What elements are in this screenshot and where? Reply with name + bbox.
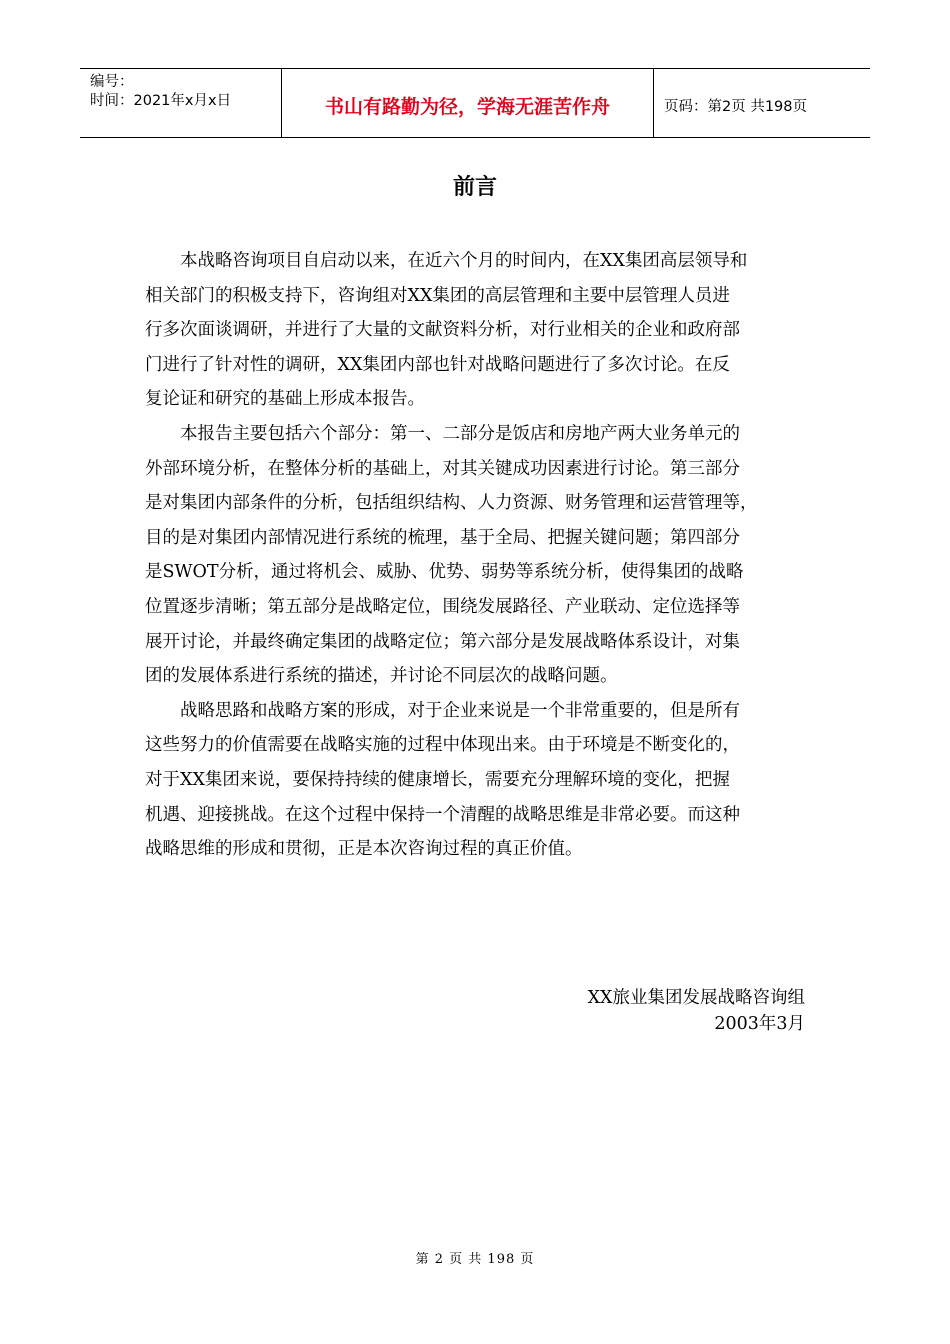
header-meta [80, 69, 282, 137]
text-line: 这些努力的价值需要在战略实施的过程中体现出来。由于环境是不断变化的， [145, 735, 740, 756]
text-line: 是对集团内部条件的分析，包括组织结构、人力资源、财务管理和运营管理等， [145, 493, 758, 514]
text-line: 目的是对集团内部情况进行系统的梳理，基于全局、把握关键问题；第四部分 [145, 527, 740, 548]
text-line: 战略思维的形成和贯彻，正是本次咨询过程的真正价值。 [145, 839, 583, 860]
text-line: 复论证和研究的基础上形成本报告。 [145, 389, 425, 410]
document-time-label: 时间：2021年x月x日 [90, 93, 232, 109]
text-line: 团的发展体系进行系统的描述，并讨论不同层次的战略问题。 [145, 666, 618, 687]
text-line: 外部环境分析，在整体分析的基础上，对其关键成功因素进行讨论。第三部分 [145, 458, 740, 479]
text-line: 机遇、迎接挑战。在这个过程中保持一个清醒的战略思维是非常必要。而这种 [145, 804, 740, 825]
text-line: 本报告主要包括六个部分：第一、二部分是饭店和房地产两大业务单元的 [180, 423, 740, 444]
paragraph-1 [145, 244, 810, 417]
signature-org: XX旅业集团发展战略咨询组 [587, 988, 805, 1008]
text-line: 相关部门的积极支持下，咨询组对XX集团的高层管理和主要中层管理人员进 [145, 285, 730, 306]
header-page-info: 页码：第2页 共198页 [664, 98, 808, 115]
page-title: 前言 [452, 175, 497, 200]
text-line: 位置逐步清晰；第五部分是战略定位，围绕发展路径、产业联动、定位选择等 [145, 596, 740, 617]
text-line: 行多次面谈调研，并进行了大量的文献资料分析，对行业相关的企业和政府部 [145, 320, 740, 341]
paragraph-2 [145, 417, 810, 694]
document-number-label: 编号： [90, 74, 134, 90]
text-line: 战略思路和战略方案的形成，对于企业来说是一个非常重要的，但是所有 [180, 700, 740, 721]
page-footer: 第 2 页 共 198 页 [415, 1252, 535, 1267]
preface-body [145, 244, 810, 867]
text-line: 对于XX集团来说，要保持持续的健康增长，需要充分理解环境的变化，把握 [145, 769, 730, 790]
paragraph-3 [145, 694, 810, 867]
header-motto: 书山有路勤为径，学海无涯苦作舟 [282, 69, 654, 137]
signature-date: 2003年3月 [714, 1014, 805, 1034]
text-line: 是SWOT分析，通过将机会、威胁、优势、弱势等系统分析，使得集团的战略 [145, 562, 744, 583]
text-line: 本战略咨询项目自启动以来，在近六个月的时间内，在XX集团高层领导和 [180, 251, 748, 271]
document-header [80, 68, 870, 138]
text-line: 展开讨论，并最终确定集团的战略定位；第六部分是发展战略体系设计，对集 [145, 631, 740, 652]
text-line: 门进行了针对性的调研，XX集团内部也针对战略问题进行了多次讨论。在反 [145, 354, 730, 375]
